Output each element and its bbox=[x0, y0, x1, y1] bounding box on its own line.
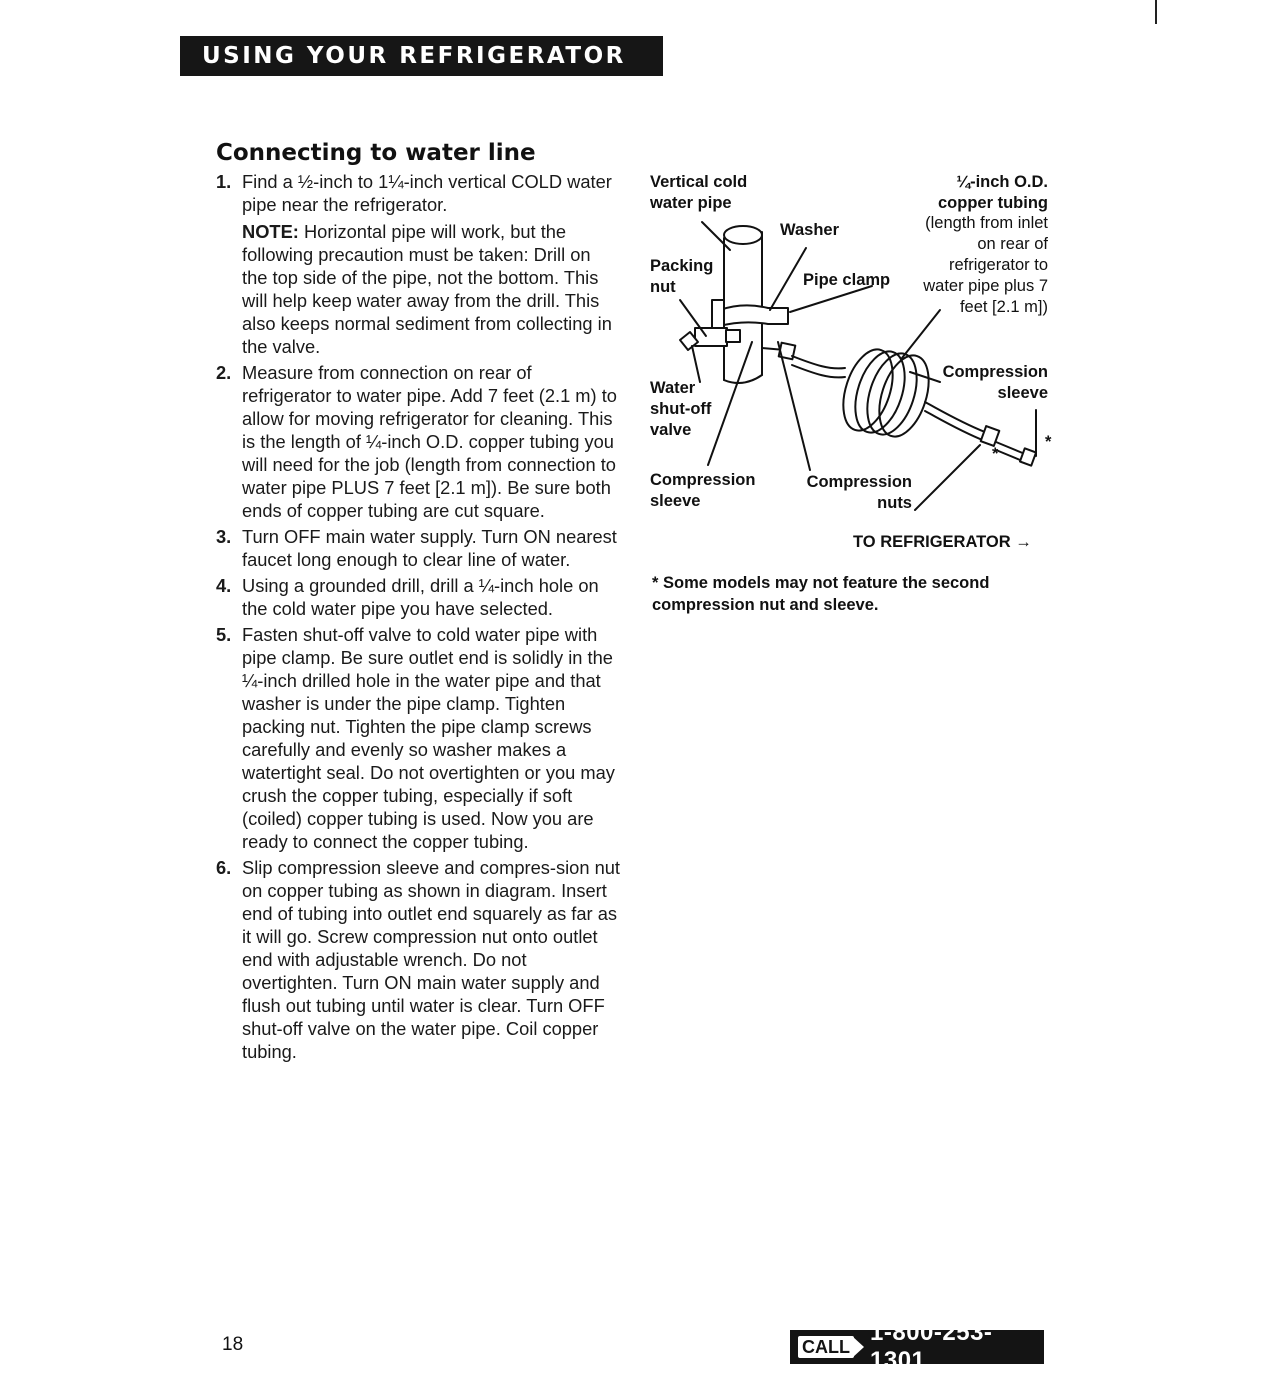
call-phone-badge bbox=[790, 1319, 1044, 1374]
top-margin-rule bbox=[1155, 0, 1157, 24]
leader-compression-sleeve-right bbox=[910, 372, 940, 382]
instruction-list bbox=[216, 170, 620, 1066]
step-text: Turn OFF main water supply. Turn ON nearest faucet long enough to clear line of water. bbox=[242, 526, 617, 570]
step-text: Measure from connection on rear of refrigerator to water pipe. Add 7 feet (2.1 m) to allow for moving refrigerator for cleaning. This is the length of ¼-inch O.D. copper tubing you will need for the job (length from connection to water pipe PLUS 7 feet [2.1 m]). Be sure both ends of copper tubing are cut square. bbox=[242, 362, 617, 521]
list-item bbox=[216, 856, 620, 1063]
step-number: 6. bbox=[216, 857, 232, 878]
clamp-left-tab bbox=[712, 300, 724, 330]
label-vertical-cold-water-pipe: Vertical cold water pipe bbox=[650, 173, 748, 212]
label-water-shutoff-valve: Water shut-off valve bbox=[650, 379, 712, 439]
note-label: NOTE: bbox=[242, 221, 299, 242]
list-item bbox=[216, 623, 620, 853]
label-pipe-clamp: Pipe clamp bbox=[803, 271, 891, 289]
page-number: 18 bbox=[222, 1334, 244, 1355]
leader-compression-sleeve-left bbox=[708, 342, 752, 465]
page-title: Connecting to water line bbox=[216, 140, 536, 166]
arrow-right-icon bbox=[852, 1336, 864, 1358]
footnote: * Some models may not feature the second compression nut and sleeve. bbox=[652, 574, 990, 614]
label-washer: Washer bbox=[780, 221, 839, 239]
label-packing-nut: Packing nut bbox=[650, 257, 714, 296]
tubing-2 bbox=[792, 365, 845, 377]
asterisk-marker: * bbox=[1045, 433, 1052, 451]
label-compression-sleeve-right: Compression sleeve bbox=[942, 363, 1048, 402]
tubing-1 bbox=[792, 356, 845, 368]
pipe-top-opening bbox=[724, 226, 762, 244]
list-item bbox=[216, 361, 620, 522]
leader-washer bbox=[770, 248, 806, 310]
list-item bbox=[216, 525, 620, 571]
step-text: Using a grounded drill, drill a ¼-inch hole on the cold water pipe you have selected. bbox=[242, 575, 599, 619]
list-item bbox=[216, 170, 620, 358]
call-label: CALL bbox=[798, 1336, 854, 1358]
step-number: 5. bbox=[216, 624, 232, 645]
tubing-out-2 bbox=[925, 411, 985, 441]
pipe-clamp-shape bbox=[720, 305, 788, 326]
packing-nut-shape bbox=[726, 330, 740, 342]
to-refrigerator-label: TO REFRIGERATOR → bbox=[853, 533, 1032, 551]
asterisk-marker: * bbox=[992, 445, 999, 463]
step-note bbox=[242, 220, 620, 358]
leader-packing-nut bbox=[680, 300, 706, 336]
label-compression-nuts: Compression nuts bbox=[806, 473, 912, 512]
label-quarter-inch-tubing: ¼-inch O.D. copper tubing bbox=[938, 173, 1048, 212]
step-text: Fasten shut-off valve to cold water pipe with pipe clamp. Be sure outlet end is solidly in the ¼-inch drilled hole in the water pipe and that washer is under the pipe clamp. Tighten packing nut. Tighten the pipe clamp screws carefully and evenly so washer makes a watertight seal. Do not overtighten or you may crush the copper tubing, especially if soft (coiled) copper tubing is used. Now you are ready to connect the copper tubing. bbox=[242, 624, 615, 852]
water-line-diagram bbox=[640, 160, 1060, 560]
step-number: 2. bbox=[216, 362, 232, 383]
step-number: 3. bbox=[216, 526, 232, 547]
end-fitting bbox=[1020, 448, 1036, 465]
pipe-bottom bbox=[724, 375, 762, 383]
list-item bbox=[216, 574, 620, 620]
label-compression-sleeve-left: Compression sleeve bbox=[650, 471, 756, 510]
step-number: 4. bbox=[216, 575, 232, 596]
step-text: Slip compression sleeve and compres-sion nut on copper tubing as shown in diagram. Insert end of tubing into outlet end squarely as far as it will go. Screw compression nut onto outlet end with adjustable wrench. Do not overtighten. Turn ON main water supply and flush out tubing until water is clear. Turn OFF shut-off valve on the water pipe. Coil copper tubing. bbox=[242, 857, 620, 1062]
section-header-bar: USING YOUR REFRIGERATOR bbox=[180, 36, 663, 76]
leader-compression-nut-b bbox=[915, 445, 980, 510]
step-text: Find a ½-inch to 1¼-inch vertical COLD water pipe near the refrigerator. bbox=[242, 171, 612, 215]
phone-number: 1-800-253-1301 bbox=[870, 1319, 993, 1374]
leader-shutoff-valve bbox=[692, 346, 700, 382]
note-text: Horizontal pipe will work, but the following precaution must be taken: Drill on the top side of the pipe, not the bottom. This will help keep water away from the drill. This also keeps normal sediment from collecting in the valve. bbox=[242, 221, 612, 357]
step-number: 1. bbox=[216, 171, 232, 192]
valve-body bbox=[695, 328, 727, 346]
label-tubing-length-note: (length from inlet on rear of refrigerator to water pipe plus 7 feet [2.1 m]) bbox=[923, 214, 1048, 316]
